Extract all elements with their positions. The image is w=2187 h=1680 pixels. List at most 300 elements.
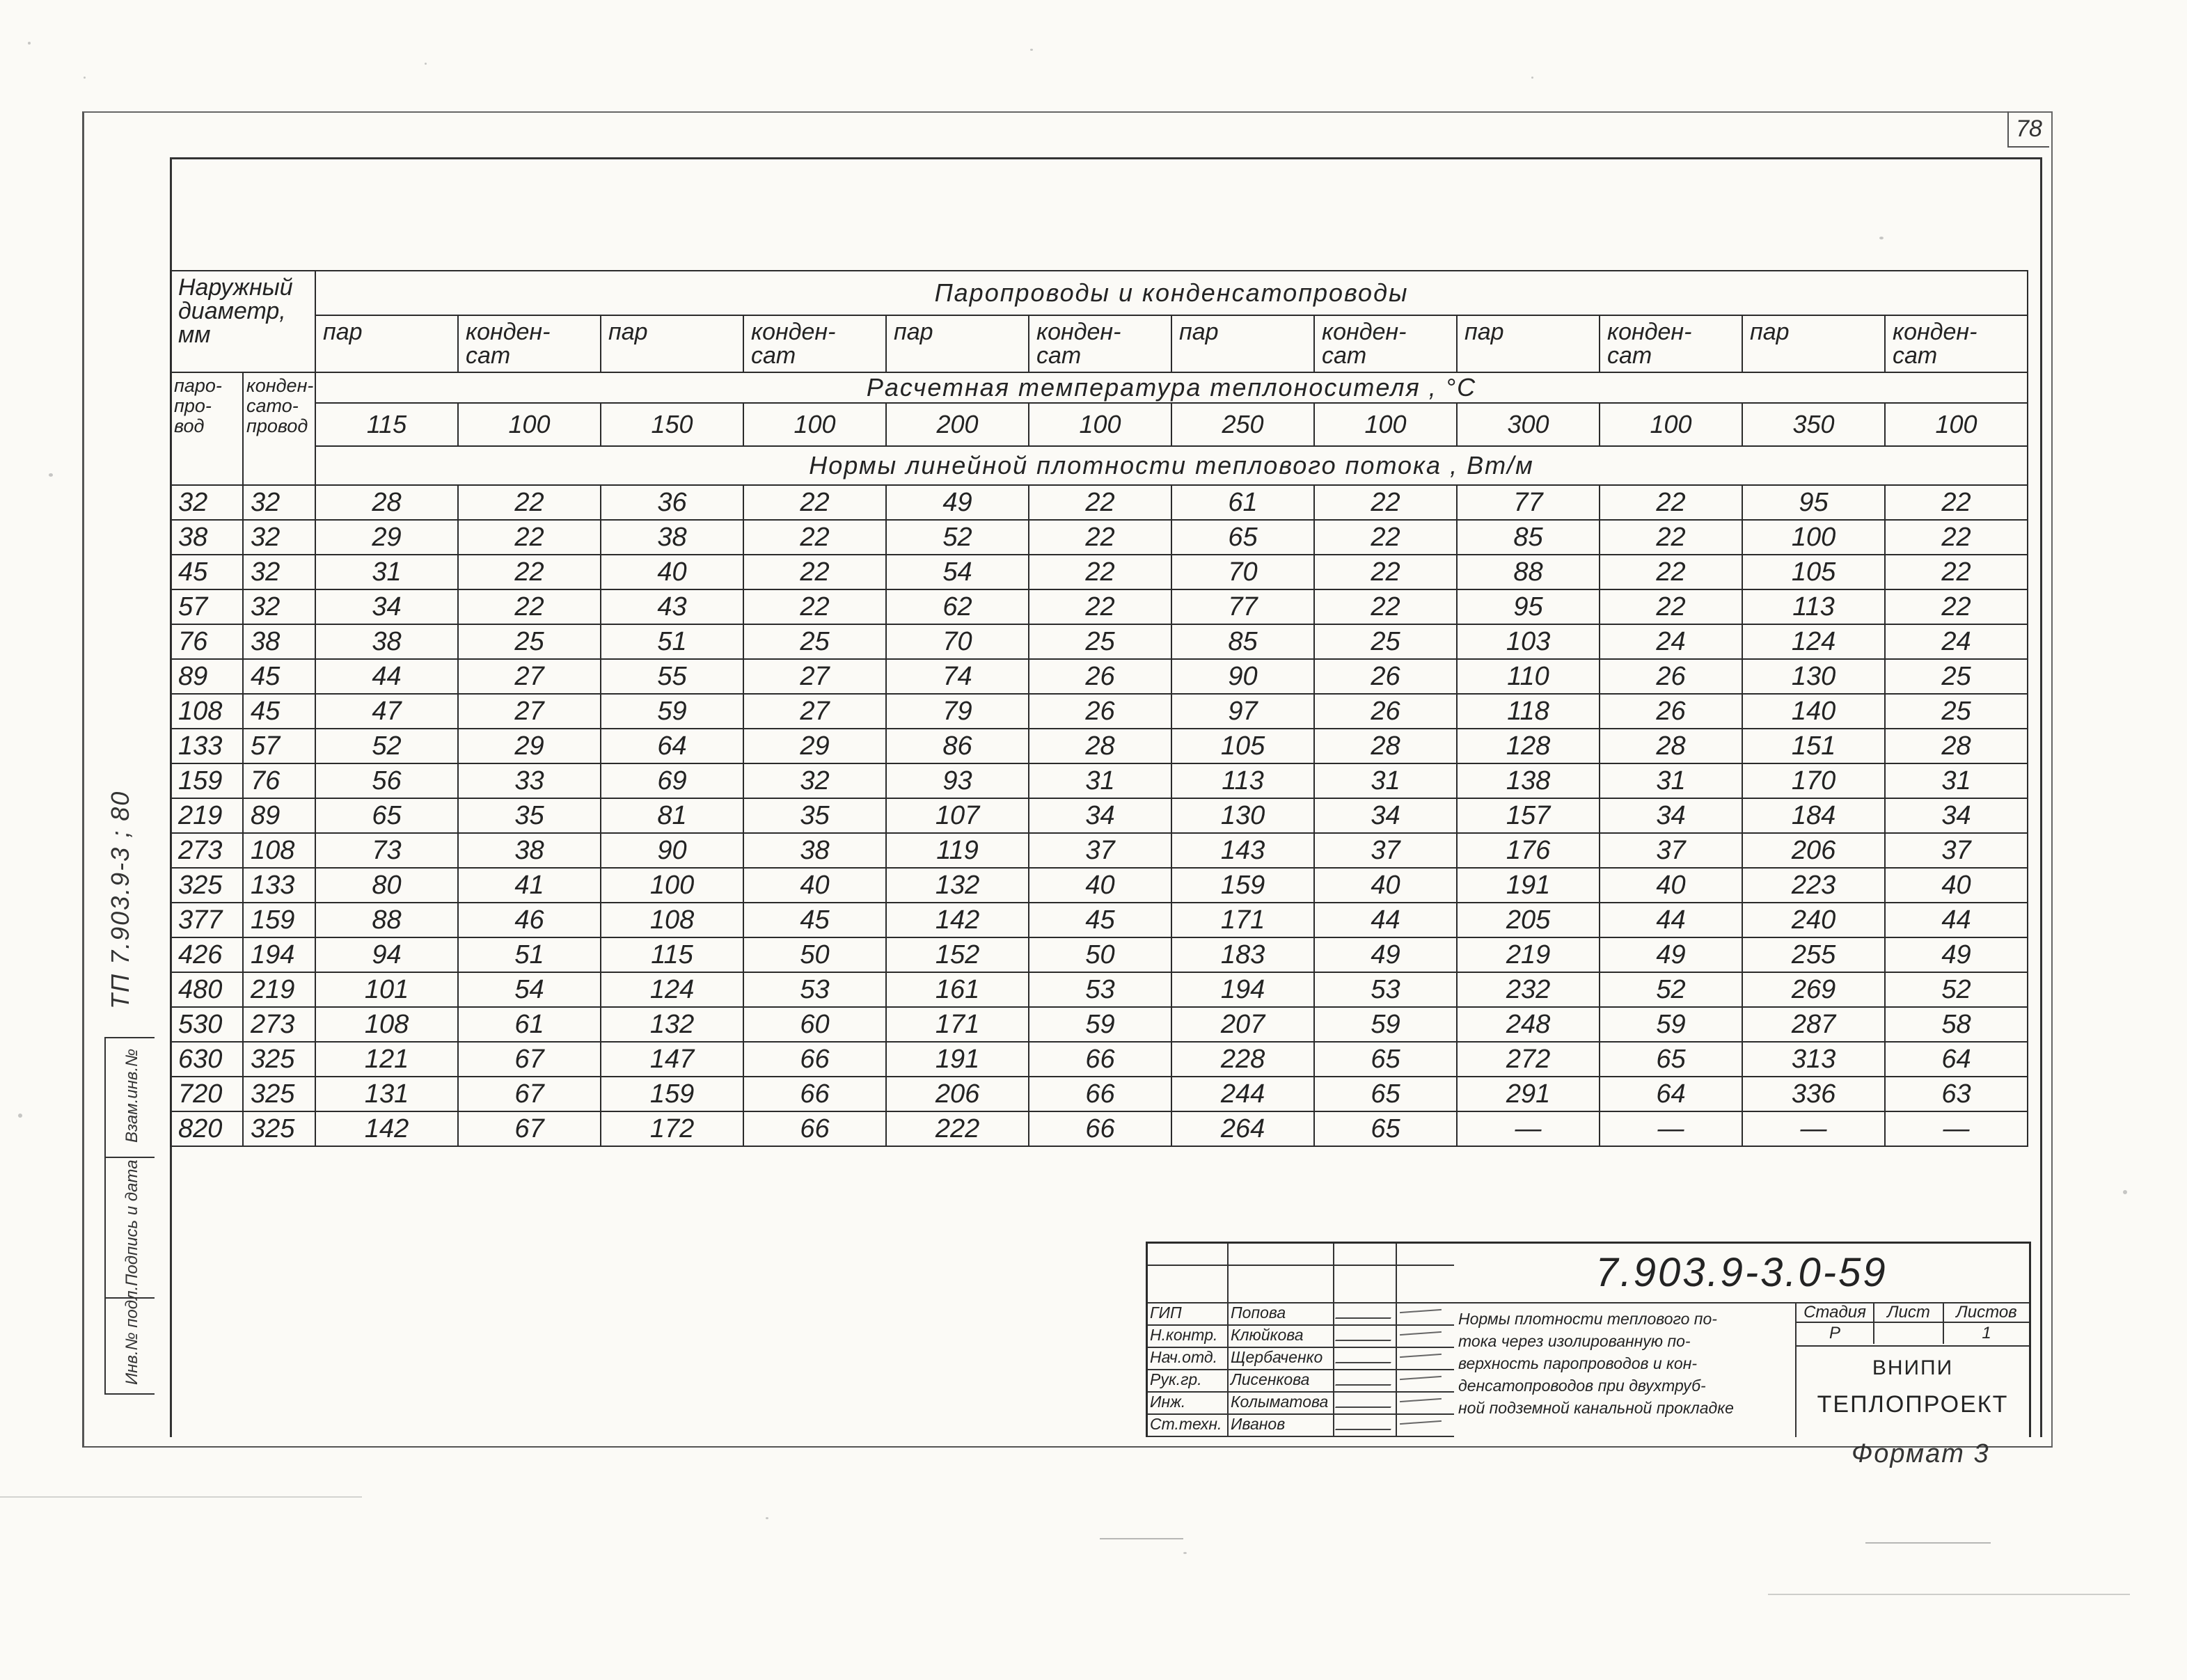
signer-signature (1334, 1347, 1397, 1369)
heat-flux-cell: 46 (458, 903, 601, 937)
heat-flux-cell: 29 (743, 729, 886, 763)
side-document-code: ТП 7.903.9-3 ; 80 (106, 790, 134, 1009)
signature-scribble-icon (1335, 1418, 1397, 1430)
heat-flux-cell: 93 (886, 763, 1029, 798)
heat-flux-cell: 52 (315, 729, 458, 763)
steam-pipe-diameter-cell: 273 (171, 833, 243, 868)
heat-flux-cell: 22 (1600, 520, 1742, 555)
heat-flux-cell: 56 (315, 763, 458, 798)
heat-flux-cell: 53 (1029, 972, 1171, 1007)
condensate-pipe-diameter-cell: 45 (243, 659, 315, 694)
signature-scribble-icon (1335, 1351, 1397, 1363)
heat-flux-cell: 244 (1171, 1077, 1314, 1111)
heat-flux-cell: 64 (1885, 1042, 2028, 1077)
table-row (171, 1007, 2028, 1042)
heat-flux-cell: 27 (458, 659, 601, 694)
heat-flux-cell: 143 (1171, 833, 1314, 868)
signature-row (1148, 1302, 1454, 1326)
heat-flux-cell: 101 (315, 972, 458, 1007)
heat-flux-cell: 61 (458, 1007, 601, 1042)
heat-flux-cell: 25 (1314, 624, 1457, 659)
heat-flux-cell: 73 (315, 833, 458, 868)
temperature-cell: 100 (458, 403, 601, 446)
heat-flux-cell: 61 (1171, 485, 1314, 520)
steam-pipe-diameter-cell: 89 (171, 659, 243, 694)
heat-flux-cell: 31 (1885, 763, 2028, 798)
signature-cell-blank (1229, 1265, 1334, 1302)
heat-flux-cell: 22 (1314, 555, 1457, 589)
table-row (171, 485, 2028, 520)
table-row (171, 520, 2028, 555)
heat-flux-cell: 51 (458, 937, 601, 972)
heat-flux-cell: 38 (601, 520, 743, 555)
heat-flux-cell: 60 (743, 1007, 886, 1042)
heat-flux-cell: 25 (1885, 694, 2028, 729)
heat-flux-cell: 100 (1742, 520, 1885, 555)
heat-flux-cell: 26 (1314, 694, 1457, 729)
heat-flux-cell: 66 (743, 1042, 886, 1077)
heat-flux-cell: 269 (1742, 972, 1885, 1007)
heat-flux-cell: 54 (458, 972, 601, 1007)
medium-header-steam: пар (1742, 315, 1885, 372)
heat-flux-cell: 22 (1314, 520, 1457, 555)
heat-flux-cell: 88 (315, 903, 458, 937)
date-scribble-icon (1400, 1331, 1442, 1336)
heat-flux-cell: 264 (1171, 1111, 1314, 1146)
medium-header-condensate: конден-сат (1600, 315, 1742, 372)
medium-header-condensate: конден-сат (1885, 315, 2028, 372)
condensate-pipe-diameter-cell: 32 (243, 589, 315, 624)
format-note: Формат 3 (1852, 1439, 1990, 1468)
heat-flux-cell: 50 (1029, 937, 1171, 972)
heat-flux-cell: 108 (601, 903, 743, 937)
heat-flux-cell: 22 (1885, 485, 2028, 520)
heat-flux-cell: 37 (1600, 833, 1742, 868)
heat-flux-cell: 240 (1742, 903, 1885, 937)
steam-pipe-diameter-cell: 530 (171, 1007, 243, 1042)
heat-flux-cell: 59 (1029, 1007, 1171, 1042)
signature-row (1148, 1391, 1454, 1415)
title-block (1146, 1242, 2031, 1437)
heat-flux-cell: 170 (1742, 763, 1885, 798)
heat-flux-cell: — (1742, 1111, 1885, 1146)
heat-flux-cell: 80 (315, 868, 458, 903)
temperature-cell: 100 (1600, 403, 1742, 446)
table-row (171, 589, 2028, 624)
heat-flux-cell: 191 (1457, 868, 1600, 903)
heat-flux-cell: 49 (1885, 937, 2028, 972)
heat-flux-cell: 65 (1314, 1111, 1457, 1146)
heat-flux-cell: 95 (1742, 485, 1885, 520)
condensate-pipe-diameter-cell: 273 (243, 1007, 315, 1042)
heat-flux-cell: 171 (1171, 903, 1314, 937)
signature-scribble-icon (1335, 1373, 1397, 1386)
heat-flux-cell: 22 (1600, 589, 1742, 624)
sheet-number: 78 (2007, 111, 2049, 148)
signature-cell-blank (1334, 1244, 1397, 1265)
steam-pipe-diameter-cell: 108 (171, 694, 243, 729)
heat-flux-cell: 22 (1885, 520, 2028, 555)
temperature-cell: 115 (315, 403, 458, 446)
temperature-cell: 100 (743, 403, 886, 446)
medium-header-steam: пар (1171, 315, 1314, 372)
heat-flux-cell: 22 (1600, 555, 1742, 589)
signer-signature (1334, 1413, 1397, 1436)
heat-flux-cell: 77 (1171, 589, 1314, 624)
temperature-cell: 250 (1171, 403, 1314, 446)
heat-flux-cell: 25 (1885, 659, 2028, 694)
heat-flux-cell: 44 (1314, 903, 1457, 937)
heat-flux-cell: — (1885, 1111, 2028, 1146)
heat-flux-cell: 74 (886, 659, 1029, 694)
steam-pipe-diameter-cell: 57 (171, 589, 243, 624)
table-row (171, 972, 2028, 1007)
heat-flux-cell: 66 (1029, 1111, 1171, 1146)
steam-pipe-diameter-cell: 45 (171, 555, 243, 589)
heat-flux-cell: 40 (1029, 868, 1171, 903)
signer-role: ГИП (1148, 1302, 1229, 1324)
heat-flux-cell: 65 (315, 798, 458, 833)
strip-label: Инв.№ подл. (123, 1285, 141, 1385)
heat-flux-cell: 66 (743, 1077, 886, 1111)
medium-header-steam: пар (601, 315, 743, 372)
heat-flux-cell: 31 (1029, 763, 1171, 798)
heat-flux-cell: 232 (1457, 972, 1600, 1007)
heat-flux-cell: 26 (1029, 694, 1171, 729)
heat-flux-cell: 255 (1742, 937, 1885, 972)
signature-row (1148, 1369, 1454, 1393)
heat-flux-cell: 152 (886, 937, 1029, 972)
heat-flux-cell: 86 (886, 729, 1029, 763)
heat-flux-cell: 94 (315, 937, 458, 972)
signer-date (1397, 1391, 1454, 1413)
header-row-norms-title (171, 446, 2028, 485)
signature-row (1148, 1413, 1454, 1437)
heat-flux-cell: 103 (1457, 624, 1600, 659)
heat-flux-cell: 63 (1885, 1077, 2028, 1111)
heat-flux-cell: 140 (1742, 694, 1885, 729)
heat-flux-cell: 79 (886, 694, 1029, 729)
heat-flux-cell: 161 (886, 972, 1029, 1007)
heat-flux-cell: 85 (1457, 520, 1600, 555)
table-row (171, 1111, 2028, 1146)
heat-flux-cell: 128 (1457, 729, 1600, 763)
heat-flux-cell: 25 (743, 624, 886, 659)
steam-pipe-diameter-cell: 325 (171, 868, 243, 903)
strip-label: Взам.инв.№ (123, 1048, 141, 1143)
heat-flux-cell: 223 (1742, 868, 1885, 903)
heat-flux-cell: 45 (743, 903, 886, 937)
heat-flux-cell: 206 (886, 1077, 1029, 1111)
heat-flux-cell: 31 (315, 555, 458, 589)
heat-flux-cell: 66 (743, 1111, 886, 1146)
heat-flux-cell: 22 (458, 589, 601, 624)
document-designation: 7.903.9-3.0-59 (1454, 1244, 2029, 1303)
heat-flux-cell: 142 (886, 903, 1029, 937)
temperature-cell: 100 (1029, 403, 1171, 446)
heat-flux-cell: 59 (601, 694, 743, 729)
heat-flux-cell: 176 (1457, 833, 1600, 868)
steam-pipe-diameter-cell: 426 (171, 937, 243, 972)
medium-header-condensate: конден-сат (1029, 315, 1171, 372)
heat-flux-cell: 118 (1457, 694, 1600, 729)
heat-flux-cell: 49 (886, 485, 1029, 520)
steam-pipe-diameter-cell: 159 (171, 763, 243, 798)
heat-flux-cell: 67 (458, 1111, 601, 1146)
signer-name: Лисенкова (1229, 1369, 1334, 1391)
signer-date (1397, 1369, 1454, 1391)
heat-flux-cell: 40 (1885, 868, 2028, 903)
condensate-pipe-diameter-cell: 45 (243, 694, 315, 729)
heat-flux-cell: 25 (1029, 624, 1171, 659)
temperature-cell: 300 (1457, 403, 1600, 446)
heat-flux-cell: 26 (1314, 659, 1457, 694)
heat-flux-cell: 38 (743, 833, 886, 868)
heat-flux-cell: 41 (458, 868, 601, 903)
strip-label: Подпись и дата (123, 1159, 141, 1286)
heat-flux-cell: 194 (1171, 972, 1314, 1007)
heat-flux-cell: 222 (886, 1111, 1029, 1146)
heat-flux-cell: 32 (743, 763, 886, 798)
heat-flux-cell: 44 (315, 659, 458, 694)
heat-flux-cell: 65 (1600, 1042, 1742, 1077)
heat-flux-cell: 191 (886, 1042, 1029, 1077)
heat-flux-cell: 47 (315, 694, 458, 729)
date-scribble-icon (1400, 1309, 1442, 1313)
heat-flux-cell: 119 (886, 833, 1029, 868)
heat-flux-cell: 36 (601, 485, 743, 520)
heat-flux-cell: 142 (315, 1111, 458, 1146)
signer-role: Инж. (1148, 1391, 1229, 1413)
medium-header-steam: пар (886, 315, 1029, 372)
temperature-cell: 350 (1742, 403, 1885, 446)
heat-flux-cell: 65 (1314, 1042, 1457, 1077)
heat-flux-cell: 313 (1742, 1042, 1885, 1077)
heat-flux-cell: 58 (1885, 1007, 2028, 1042)
signer-name: Иванов (1229, 1413, 1334, 1436)
heat-flux-cell: 52 (1885, 972, 2028, 1007)
heat-flux-cell: 22 (1885, 589, 2028, 624)
heat-flux-cell: 38 (315, 624, 458, 659)
heat-flux-cell: 124 (601, 972, 743, 1007)
organization-line-2: ТЕПЛОПРОЕКТ (1817, 1391, 2009, 1418)
sheet-label: Лист (1874, 1302, 1944, 1323)
heat-flux-cell: 115 (601, 937, 743, 972)
heat-flux-cell: 34 (1885, 798, 2028, 833)
group-title-header: Паропроводы и конденсатопроводы (315, 271, 2028, 315)
date-scribble-icon (1400, 1420, 1442, 1425)
condensate-pipe-diameter-cell: 32 (243, 485, 315, 520)
heat-flux-cell: 51 (601, 624, 743, 659)
heat-flux-cell: 157 (1457, 798, 1600, 833)
heat-flux-cell: 22 (1029, 555, 1171, 589)
heat-flux-cell: 70 (1171, 555, 1314, 589)
heat-flux-cell: 31 (1600, 763, 1742, 798)
condensate-pipe-diameter-cell: 159 (243, 903, 315, 937)
heat-flux-cell: 105 (1171, 729, 1314, 763)
table-row (171, 833, 2028, 868)
strip-cell-replaced-inventory (106, 1038, 155, 1158)
heat-flux-cell: 64 (1600, 1077, 1742, 1111)
condensate-pipe-diameter-cell: 32 (243, 520, 315, 555)
medium-header-steam: пар (1457, 315, 1600, 372)
stage-sheet-box (1797, 1302, 2029, 1347)
condensate-pipe-diameter-cell: 32 (243, 555, 315, 589)
date-scribble-icon (1400, 1398, 1442, 1402)
heat-flux-cell: 45 (1029, 903, 1171, 937)
steam-pipe-diameter-cell: 76 (171, 624, 243, 659)
heat-flux-cell: 40 (1314, 868, 1457, 903)
heat-flux-cell: 22 (1314, 589, 1457, 624)
heat-flux-cell: 69 (601, 763, 743, 798)
steam-pipe-subheader: паро-про-вод (171, 372, 243, 485)
medium-header-condensate: конден-сат (458, 315, 601, 372)
table-row (171, 868, 2028, 903)
signature-cell-blank (1148, 1265, 1229, 1302)
heat-flux-cell: 28 (315, 485, 458, 520)
heat-flux-cell: 171 (886, 1007, 1029, 1042)
condensate-pipe-diameter-cell: 57 (243, 729, 315, 763)
heat-flux-cell: 172 (601, 1111, 743, 1146)
heat-flux-cell: 34 (1029, 798, 1171, 833)
heat-flux-cell: 22 (1885, 555, 2028, 589)
heat-flux-cell: 33 (458, 763, 601, 798)
heat-flux-cell: 22 (743, 555, 886, 589)
heat-flux-cell: 66 (1029, 1077, 1171, 1111)
heat-flux-cell: 100 (601, 868, 743, 903)
heat-flux-cell: 22 (1029, 485, 1171, 520)
stage-label: Стадия (1797, 1302, 1874, 1323)
heat-flux-cell: 44 (1885, 903, 2028, 937)
heat-flux-cell: 26 (1029, 659, 1171, 694)
heat-flux-cell: — (1600, 1111, 1742, 1146)
heat-flux-cell: 55 (601, 659, 743, 694)
heat-flux-cell: 52 (1600, 972, 1742, 1007)
heat-flux-cell: 35 (458, 798, 601, 833)
heat-flux-cell: 50 (743, 937, 886, 972)
header-row-temperatures (171, 403, 2028, 446)
heat-flux-cell: 219 (1457, 937, 1600, 972)
heat-flux-cell: 26 (1600, 659, 1742, 694)
organization-line-1: ВНИПИ (1872, 1356, 1954, 1379)
heat-flux-cell: — (1457, 1111, 1600, 1146)
heat-flux-cell: 34 (1314, 798, 1457, 833)
steam-pipe-diameter-cell: 32 (171, 485, 243, 520)
side-strip (104, 1037, 155, 1395)
signer-signature (1334, 1324, 1397, 1347)
heat-flux-cell: 27 (743, 694, 886, 729)
steam-pipe-diameter-cell: 820 (171, 1111, 243, 1146)
heat-flux-cell: 95 (1457, 589, 1600, 624)
sheets-label: Листов (1944, 1302, 2029, 1323)
signer-name: Щербаченко (1229, 1347, 1334, 1369)
heat-flux-cell: 64 (601, 729, 743, 763)
table-row (171, 555, 2028, 589)
document-title: Нормы плотности теплового по- тока через изолированную по- верхность паропроводов и кон- денсатопроводов при двухтруб- ной подземной канальной прокладке (1454, 1302, 1797, 1437)
heat-flux-cell: 37 (1029, 833, 1171, 868)
heat-flux-cell: 52 (886, 520, 1029, 555)
heat-flux-cell: 53 (743, 972, 886, 1007)
condensate-pipe-diameter-cell: 38 (243, 624, 315, 659)
heat-flux-cell: 336 (1742, 1077, 1885, 1111)
heat-flux-cell: 43 (601, 589, 743, 624)
heat-flux-cell: 31 (1314, 763, 1457, 798)
heat-flux-cell: 26 (1600, 694, 1742, 729)
signature-cell-blank (1334, 1265, 1397, 1302)
header-row-medium (171, 315, 2028, 372)
heat-flux-cell: 97 (1171, 694, 1314, 729)
temperature-cell: 100 (1314, 403, 1457, 446)
heat-flux-cell: 70 (886, 624, 1029, 659)
heat-flux-cell: 113 (1171, 763, 1314, 798)
heat-flux-cell: 105 (1742, 555, 1885, 589)
heat-flux-cell: 159 (601, 1077, 743, 1111)
signature-cell-blank (1229, 1244, 1334, 1265)
sheets-value: 1 (1982, 1324, 1991, 1342)
temperature-cell: 150 (601, 403, 743, 446)
medium-header-condensate: конден-сат (1314, 315, 1457, 372)
heat-flux-cell: 22 (458, 520, 601, 555)
strip-cell-original-inventory (106, 1285, 155, 1392)
table-row (171, 624, 2028, 659)
table-row (171, 729, 2028, 763)
condensate-pipe-diameter-cell: 325 (243, 1111, 315, 1146)
heat-flux-cell: 22 (1029, 520, 1171, 555)
signature-scribble-icon (1335, 1329, 1397, 1341)
heat-flux-cell: 44 (1600, 903, 1742, 937)
heat-flux-cell: 29 (458, 729, 601, 763)
heat-flux-cell: 205 (1457, 903, 1600, 937)
signer-date (1397, 1347, 1454, 1369)
signature-scribble-icon (1335, 1395, 1397, 1408)
heat-flux-cell: 37 (1314, 833, 1457, 868)
heat-flux-cell: 40 (601, 555, 743, 589)
heat-flux-cell: 151 (1742, 729, 1885, 763)
heat-flux-cell: 34 (315, 589, 458, 624)
date-scribble-icon (1400, 1376, 1442, 1380)
heat-flux-cell: 62 (886, 589, 1029, 624)
norms-title-header: Нормы линейной плотности теплового потока , Вт/м (315, 446, 2028, 485)
signer-role: Рук.гр. (1148, 1369, 1229, 1391)
medium-header-steam: пар (315, 315, 458, 372)
steam-pipe-diameter-cell: 38 (171, 520, 243, 555)
table-row (171, 1077, 2028, 1111)
heat-flux-cell: 37 (1885, 833, 2028, 868)
heat-flux-cell: 81 (601, 798, 743, 833)
heat-flux-cell: 67 (458, 1077, 601, 1111)
heat-flux-cell: 90 (601, 833, 743, 868)
table-row (171, 903, 2028, 937)
signer-name: Колыматова (1229, 1391, 1334, 1413)
condensate-pipe-diameter-cell: 194 (243, 937, 315, 972)
condensate-pipe-diameter-cell: 108 (243, 833, 315, 868)
signer-date (1397, 1324, 1454, 1347)
heat-flux-cell: 25 (458, 624, 601, 659)
heat-flux-cell: 88 (1457, 555, 1600, 589)
heat-flux-cell: 228 (1171, 1042, 1314, 1077)
steam-pipe-diameter-cell: 720 (171, 1077, 243, 1111)
header-row-group (171, 271, 2028, 315)
condensate-pipe-diameter-cell: 219 (243, 972, 315, 1007)
heat-flux-cell: 22 (1029, 589, 1171, 624)
heat-flux-cell: 130 (1171, 798, 1314, 833)
medium-header-condensate: конден-сат (743, 315, 886, 372)
table-row (171, 798, 2028, 833)
temperature-cell: 200 (886, 403, 1029, 446)
heat-flux-cell: 24 (1885, 624, 2028, 659)
condensate-pipe-diameter-cell: 325 (243, 1077, 315, 1111)
heat-flux-cell: 35 (743, 798, 886, 833)
